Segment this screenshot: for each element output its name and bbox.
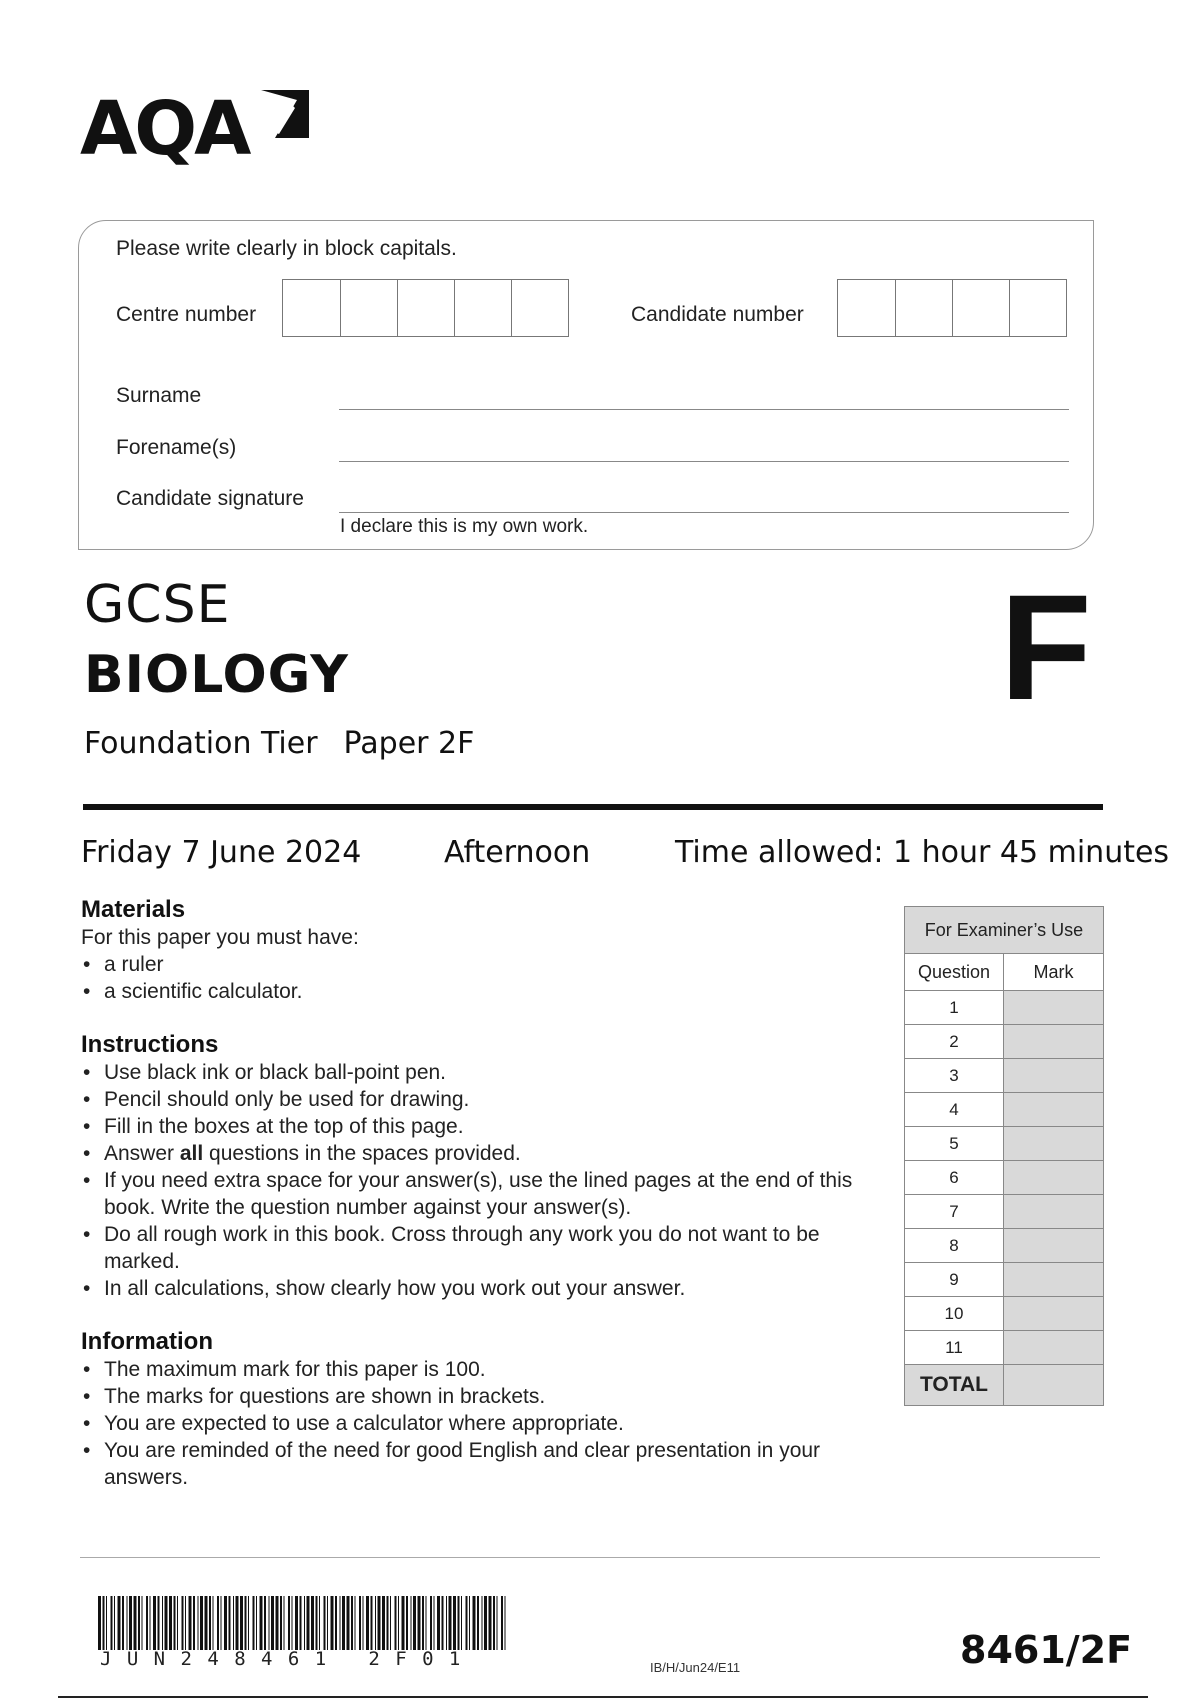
mark-cell bbox=[1004, 1195, 1104, 1229]
candidate-number-digit-box[interactable] bbox=[838, 280, 895, 336]
paper-label: Paper 2F bbox=[343, 726, 475, 761]
table-row bbox=[905, 1161, 1104, 1195]
instructions-heading: Instructions bbox=[81, 1031, 219, 1058]
materials-intro: For this paper you must have: bbox=[81, 926, 359, 949]
candidate-number-boxes bbox=[837, 279, 1067, 337]
information-section bbox=[81, 1328, 821, 1491]
barcode-icon bbox=[98, 1596, 508, 1650]
materials-list bbox=[81, 951, 881, 1005]
barcode-text: JUN248461 2F01 bbox=[100, 1648, 476, 1670]
logo-text: AQA bbox=[80, 86, 249, 172]
forename-field[interactable] bbox=[339, 461, 1069, 462]
mark-cell bbox=[1004, 1127, 1104, 1161]
list-item: • You are expected to use a calculator where appropriate. bbox=[81, 1410, 821, 1437]
table-row bbox=[905, 1127, 1104, 1161]
list-item: • Pencil should only be used for drawing. bbox=[81, 1086, 861, 1113]
information-heading: Information bbox=[81, 1328, 213, 1355]
question-number: 4 bbox=[905, 1093, 1004, 1127]
candidate-number-digit-box[interactable] bbox=[952, 280, 1009, 336]
centre-number-digit-box[interactable] bbox=[511, 280, 568, 336]
text-segment: questions in the spaces provided. bbox=[203, 1142, 521, 1165]
tier-paper-line bbox=[84, 726, 474, 761]
table-row bbox=[905, 1025, 1104, 1059]
subject-title: BIOLOGY bbox=[84, 645, 349, 705]
emphasis-text: all bbox=[179, 1142, 204, 1165]
centre-number-digit-box[interactable] bbox=[283, 280, 340, 336]
paper-code: 8461/2F bbox=[960, 1628, 1133, 1672]
page-bottom-border bbox=[58, 1696, 1148, 1698]
total-mark-cell bbox=[1004, 1365, 1104, 1406]
total-label: TOTAL bbox=[905, 1365, 1004, 1406]
signature-label: Candidate signature bbox=[116, 487, 304, 510]
title-divider bbox=[83, 804, 1103, 810]
reference-code: IB/H/Jun24/E11 bbox=[650, 1660, 741, 1675]
exam-session: Afternoon bbox=[444, 835, 591, 870]
table-row bbox=[905, 991, 1104, 1025]
mark-cell bbox=[1004, 1059, 1104, 1093]
tier-label: Foundation Tier bbox=[84, 726, 318, 761]
surname-field[interactable] bbox=[339, 409, 1069, 410]
list-item: • If you need extra space for your answer(s), use the lined pages at the end of this book. Write the question number against your answer(s). bbox=[81, 1167, 861, 1221]
total-row bbox=[905, 1365, 1104, 1406]
signature-field[interactable] bbox=[339, 512, 1069, 513]
list-item: • You are reminded of the need for good English and clear presentation in your answers. bbox=[81, 1437, 821, 1491]
candidate-details-box bbox=[78, 220, 1094, 550]
list-item: • Fill in the boxes at the top of this page. bbox=[81, 1113, 861, 1140]
question-number: 8 bbox=[905, 1229, 1004, 1263]
question-number: 9 bbox=[905, 1263, 1004, 1297]
question-number: 2 bbox=[905, 1025, 1004, 1059]
mark-column-header: Mark bbox=[1004, 954, 1104, 991]
question-number: 5 bbox=[905, 1127, 1004, 1161]
centre-number-boxes bbox=[282, 279, 569, 337]
question-number: 6 bbox=[905, 1161, 1004, 1195]
materials-heading: Materials bbox=[81, 896, 186, 923]
list-item: • The maximum mark for this paper is 100. bbox=[81, 1356, 821, 1383]
footer-divider bbox=[80, 1557, 1100, 1558]
aqa-logo bbox=[80, 86, 313, 172]
examiner-use-title: For Examiner’s Use bbox=[905, 907, 1104, 954]
list-item: • Use black ink or black ball-point pen. bbox=[81, 1059, 861, 1086]
candidate-number-digit-box[interactable] bbox=[1009, 280, 1066, 336]
table-row bbox=[905, 1263, 1104, 1297]
list-item bbox=[81, 1140, 861, 1167]
candidate-number-digit-box[interactable] bbox=[895, 280, 952, 336]
instructions-list bbox=[81, 1059, 861, 1302]
table-row bbox=[905, 1229, 1104, 1263]
declaration-text: I declare this is my own work. bbox=[340, 516, 589, 537]
list-item: • Do all rough work in this book. Cross through any work you do not want to be marked. bbox=[81, 1221, 861, 1275]
question-number: 3 bbox=[905, 1059, 1004, 1093]
mark-cell bbox=[1004, 1263, 1104, 1297]
question-number: 1 bbox=[905, 991, 1004, 1025]
mark-cell bbox=[1004, 1161, 1104, 1195]
mark-cell bbox=[1004, 1229, 1104, 1263]
time-allowed: Time allowed: 1 hour 45 minutes bbox=[675, 835, 1170, 870]
examiner-use-table bbox=[904, 906, 1104, 1406]
qualification-title: GCSE bbox=[84, 575, 231, 635]
list-item: • a ruler bbox=[81, 951, 881, 978]
text-segment: Answer bbox=[104, 1142, 180, 1165]
table-row bbox=[905, 1331, 1104, 1365]
table-row bbox=[905, 1297, 1104, 1331]
list-item: • a scientific calculator. bbox=[81, 978, 881, 1005]
table-row bbox=[905, 1059, 1104, 1093]
logo-flag-icon bbox=[257, 86, 313, 142]
tier-letter: F bbox=[1000, 563, 1092, 731]
exam-date: Friday 7 June 2024 bbox=[81, 835, 362, 870]
instructions-section bbox=[81, 1031, 861, 1302]
list-item: • The marks for questions are shown in brackets. bbox=[81, 1383, 821, 1410]
question-number: 7 bbox=[905, 1195, 1004, 1229]
candidate-number-label: Candidate number bbox=[631, 303, 804, 326]
centre-number-digit-box[interactable] bbox=[340, 280, 397, 336]
table-row bbox=[905, 1195, 1104, 1229]
question-column-header: Question bbox=[905, 954, 1004, 991]
materials-section bbox=[81, 896, 881, 1005]
question-number: 10 bbox=[905, 1297, 1004, 1331]
list-item: • In all calculations, show clearly how you work out your answer. bbox=[81, 1275, 861, 1302]
mark-cell bbox=[1004, 991, 1104, 1025]
centre-number-label: Centre number bbox=[116, 303, 257, 326]
centre-number-digit-box[interactable] bbox=[454, 280, 511, 336]
question-number: 11 bbox=[905, 1331, 1004, 1365]
surname-label: Surname bbox=[116, 384, 202, 407]
centre-number-digit-box[interactable] bbox=[397, 280, 454, 336]
mark-cell bbox=[1004, 1331, 1104, 1365]
mark-cell bbox=[1004, 1093, 1104, 1127]
table-row bbox=[905, 1093, 1104, 1127]
mark-cell bbox=[1004, 1297, 1104, 1331]
mark-cell bbox=[1004, 1025, 1104, 1059]
forename-label: Forename(s) bbox=[116, 436, 237, 459]
information-list bbox=[81, 1356, 821, 1491]
block-capitals-instruction: Please write clearly in block capitals. bbox=[116, 237, 457, 260]
